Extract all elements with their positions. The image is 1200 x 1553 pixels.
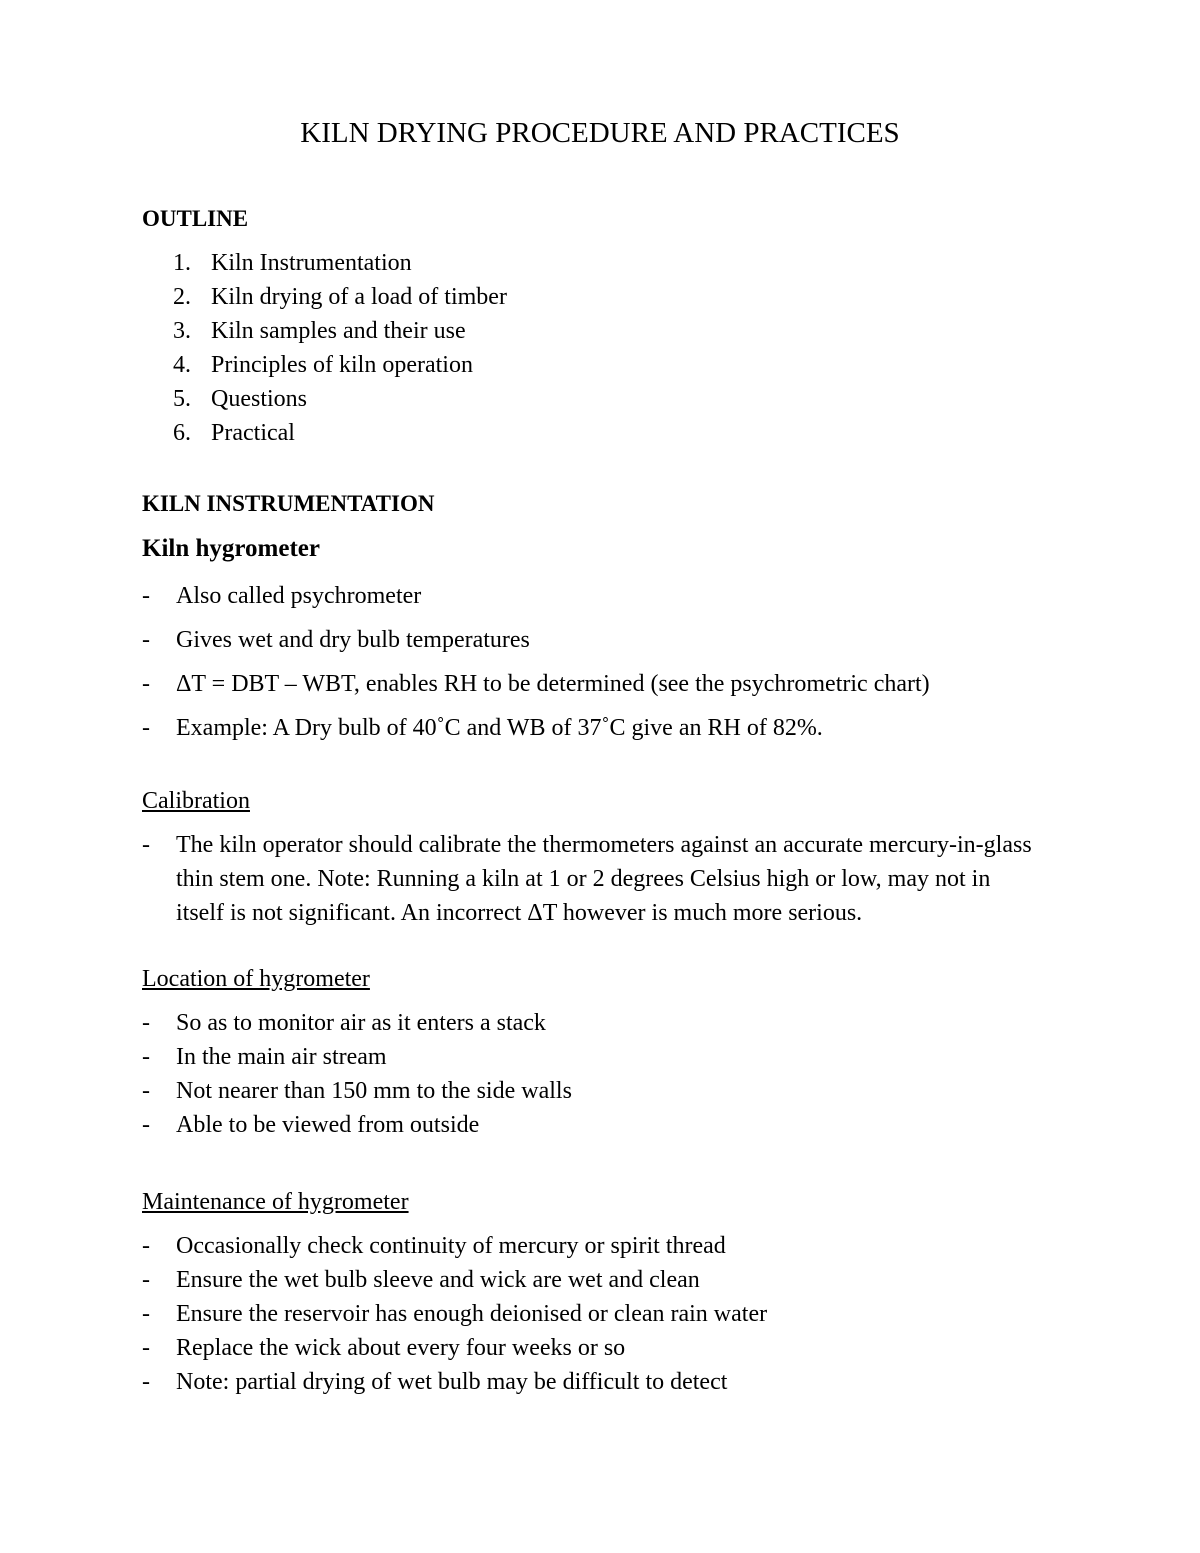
list-item-text: Ensure the wet bulb sleeve and wick are wet and clean [176,1267,700,1293]
list-item-text: Gives wet and dry bulb temperatures [176,627,530,653]
list-item [142,1229,1062,1263]
dash-bullet: - [142,1112,150,1138]
outline-item-text: Kiln drying of a load of timber [211,284,507,310]
outline-item [142,246,507,280]
list-item [142,1074,1062,1108]
list-item-text: So as to monitor air as it enters a stack [176,1010,546,1036]
outline-item-number: 6. [173,420,191,446]
dash-bullet: - [142,1044,150,1070]
list-item-text: Not nearer than 150 mm to the side walls [176,1078,572,1104]
hygrometer-list [142,579,1062,755]
outline-item [142,280,507,314]
dash-bullet: - [142,1010,150,1036]
list-item [142,1108,1062,1142]
outline-item-text: Kiln samples and their use [211,318,466,344]
list-item-text: Ensure the reservoir has enough deionised or clean rain water [176,1301,768,1327]
document-title: KILN DRYING PROCEDURE AND PRACTICES [300,117,900,149]
list-item-text: Replace the wick about every four weeks or so [176,1335,626,1361]
outline-item-text: Questions [211,386,307,412]
list-item [142,1263,1062,1297]
outline-item [142,382,507,416]
list-item-text: ΔT = DBT – WBT, enables RH to be determined (see the psychrometric chart) [176,671,930,697]
outline-item-number: 5. [173,386,191,412]
instrumentation-heading: KILN INSTRUMENTATION [142,491,435,516]
maintenance-list [142,1229,1062,1399]
outline-item-number: 2. [173,284,191,310]
location-list [142,1006,1062,1142]
outline-heading: OUTLINE [142,206,249,231]
dash-bullet: - [142,1369,150,1395]
outline-item-number: 1. [173,250,191,276]
dash-bullet: - [142,1267,150,1293]
dash-bullet: - [142,627,150,653]
list-item-text: The kiln operator should calibrate the thermometers against an accurate mercury-in-glass thin stem one. Note: Running a kiln at 1 or 2 degrees Celsius high or low, may not in itself is not significant. An incorrect ΔT however is much more serious. [176,832,1032,926]
outline-item-number: 4. [173,352,191,378]
dash-bullet: - [142,1335,150,1361]
calibration-heading: Calibration [142,788,250,814]
list-item-text: Note: partial drying of wet bulb may be difficult to detect [176,1369,728,1395]
dash-bullet: - [142,671,150,697]
outline-item-text: Practical [211,420,295,446]
outline-item-text: Principles of kiln operation [211,352,473,378]
maintenance-heading: Maintenance of hygrometer [142,1189,409,1215]
hygrometer-subheading: Kiln hygrometer [142,535,320,562]
list-item [142,1331,1062,1365]
list-item [142,667,1062,701]
outline-item [142,416,507,450]
outline-item [142,348,507,382]
calibration-list [142,828,1042,930]
list-item-text: Also called psychrometer [176,583,422,609]
outline-item-number: 3. [173,318,191,344]
list-item [142,711,1062,745]
list-item [142,579,1062,613]
list-item [142,828,1042,930]
outline-item-text: Kiln Instrumentation [211,250,412,276]
list-item-text: Example: A Dry bulb of 40˚C and WB of 37˚C give an RH of 82%. [176,715,823,741]
dash-bullet: - [142,832,150,858]
dash-bullet: - [142,1078,150,1104]
outline-list [142,246,507,450]
outline-item [142,314,507,348]
dash-bullet: - [142,715,150,741]
dash-bullet: - [142,1301,150,1327]
list-item [142,1006,1062,1040]
dash-bullet: - [142,583,150,609]
dash-bullet: - [142,1233,150,1259]
list-item [142,1365,1062,1399]
location-heading: Location of hygrometer [142,966,370,992]
list-item [142,623,1062,657]
list-item [142,1040,1062,1074]
list-item-text: Occasionally check continuity of mercury or spirit thread [176,1233,726,1259]
list-item-text: Able to be viewed from outside [176,1112,480,1138]
list-item [142,1297,1062,1331]
list-item-text: In the main air stream [176,1044,387,1070]
